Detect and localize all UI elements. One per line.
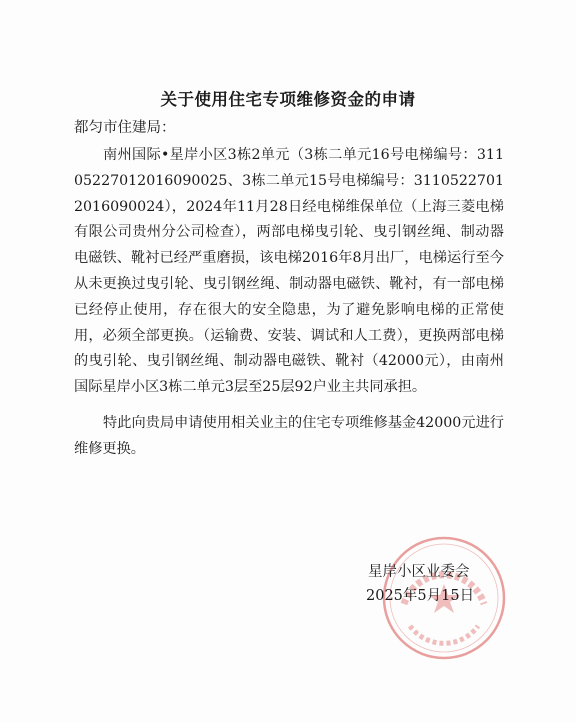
document-title: 关于使用住宅专项维修资金的申请 [160, 90, 416, 109]
salutation: 都匀市住建局： [74, 120, 176, 136]
body-paragraph-1: 南州国际•星岸小区3栋2单元（3栋二单元16号电梯编号：31105227012016090025、3栋二单元15号电梯编号：31105227012016090024），2024年11月28日经电梯维保单位（上海三菱电梯有限公司贵州分公司检查），两部电梯曳引轮、曳引钢丝绳、制动器电磁铁、靴衬已经严重磨损，该电梯2016年8月出厂，电梯运行至今从未更换过曳引轮、曳引钢丝绳、制动器电磁铁、靴衬，有一部电梯已经停止使用，存在很大的安全隐患，为了避免影响电梯的正常使用，必须全部更换。（运输费、安装、调试和人工费），更换两部电梯的曳引轮、曳引钢丝绳、制动器电磁铁、靴衬（42000元），由南州国际星岸小区3栋二单元3层至25层92户业主共同承担。 [74, 147, 504, 396]
signature-date: 2025年5月15日 [366, 588, 475, 604]
signature-organization: 星岸小区业委会 [368, 564, 470, 580]
document-body [74, 143, 504, 473]
body-paragraph-2: 特此向贵局申请使用相关业主的住宅专项维修基金42000元进行维修更换。 [74, 414, 504, 457]
